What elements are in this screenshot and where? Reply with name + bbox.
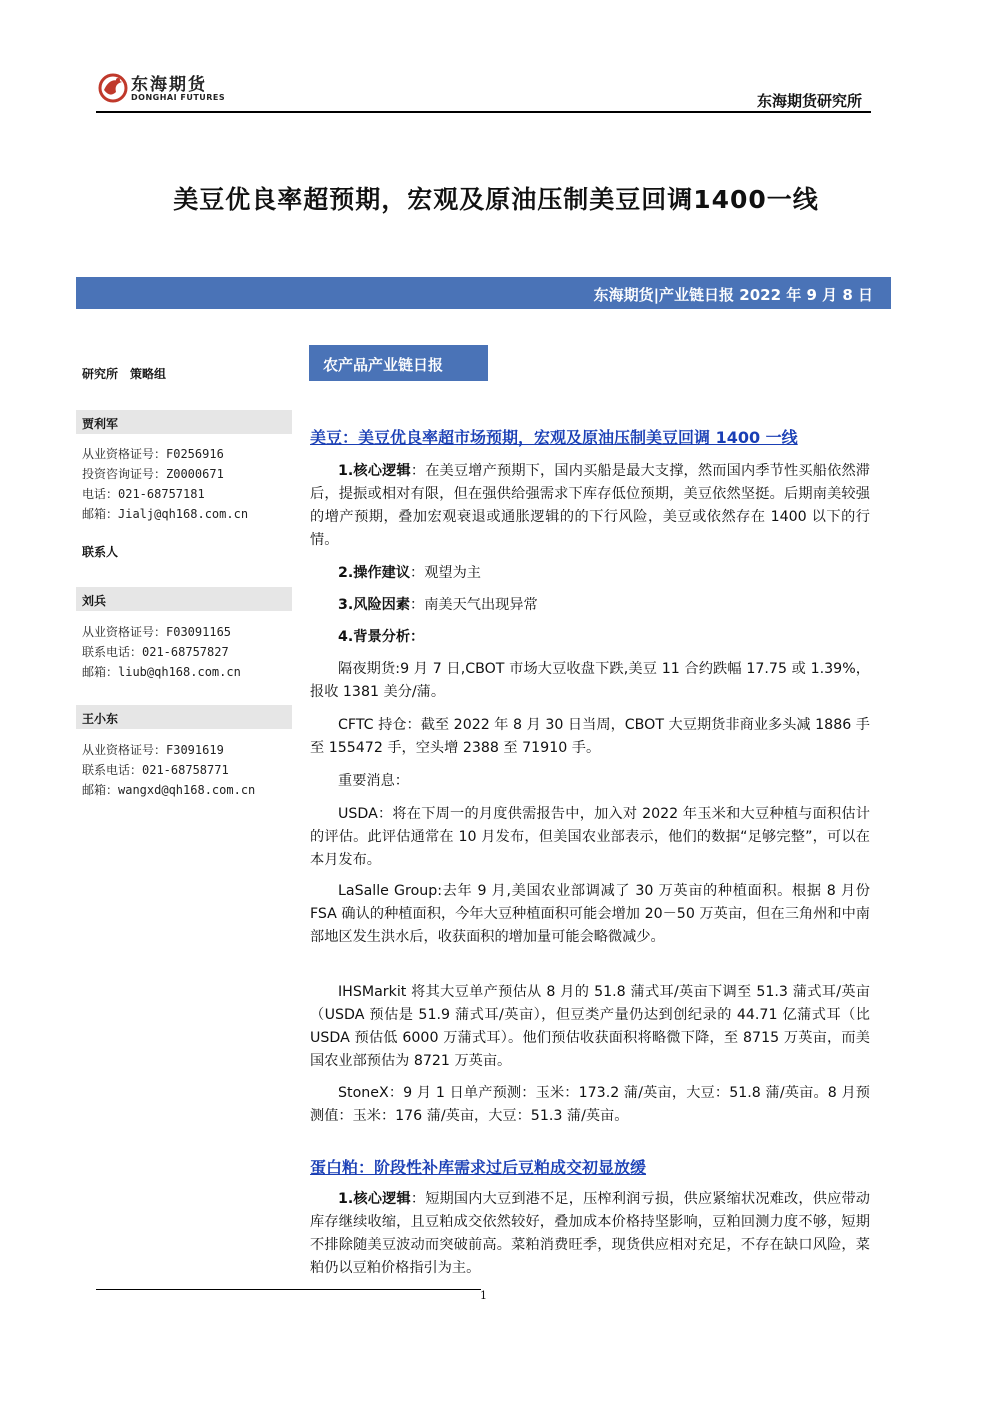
stonex-paragraph: StoneX：9 月 1 日单产预测：玉米：173.2 蒲/英亩，大豆：51.8 蒲/英亩。8 月预测值：玉米：176 蒲/英亩，大豆：51.3 蒲/英亩。: [310, 1085, 870, 1124]
lasalle-paragraph: LaSalle Group:去年 9 月,美国农业部调减了 30 万英亩的种植面积。根据 8 月份 FSA 确认的种植面积，今年大豆种植面积可能会增加 20－50 万英亩，但在三角州和中南部地区发生洪水后，收获面积的增加量可能会略微减少。: [310, 883, 870, 945]
ihsmarkit-paragraph: IHSMarkit 将其大豆单产预估从 8 月的 51.8 蒲式耳/英亩下调至 51.3 蒲式耳/英亩（USDA 预估是 51.9 蒲式耳/英亩），但豆类产量仍达到创纪录的 44.71 亿蒲式耳（比 USDA 预估低 6000 万蒲式耳）。他们预估收获面积将略微下降，至 8715 万英亩，而美国农业部预估为 8721 万英亩。: [310, 984, 870, 1069]
core-logic-text: ：短期国内大豆到港不足，压榨利润亏损，供应紧缩状况难改，供应带动库存继续收缩，且豆粕成交依然较好，叠加成本价格持坚影响，豆粕回测力度不够，短期不排除随美豆波动而突破前高。菜粕消费旺季，现货供应相对充足，不存在缺口风险，菜粕仍以豆粕价格指引为主。: [310, 1191, 870, 1276]
contact-info-line: 邮箱：wangxd@qh168.com.cn: [82, 783, 256, 797]
analyst-info-line: 电话：021-68757181: [82, 487, 205, 501]
risk-text: ：南美天气出现异常: [410, 597, 538, 613]
operation-advice: [338, 562, 481, 585]
meal-core-logic: [310, 1188, 870, 1280]
contact-info-line: 邮箱：liub@qh168.com.cn: [82, 665, 241, 679]
contact-info-line: 从业资格证号：F3091619: [82, 743, 224, 757]
background-label: 4.背景分析：: [338, 629, 425, 645]
operation-text: ：观望为主: [410, 565, 481, 581]
soybean-core-logic: [310, 460, 870, 552]
news-label: 重要消息：: [338, 773, 409, 789]
contact-name: 王小东: [82, 712, 119, 726]
analyst-info-line: 从业资格证号：F0256916: [82, 447, 224, 461]
dragon-logo-icon: [96, 68, 130, 108]
section-tab-label: 农产品产业链日报: [323, 356, 444, 374]
banner-text: 东海期货|产业链日报 2022 年 9 月 8 日: [593, 286, 873, 304]
section-tab: [309, 345, 488, 381]
core-logic-label: 1.核心逻辑: [338, 463, 411, 479]
contact-name-bar: [76, 587, 292, 611]
overnight-futures-paragraph: 隔夜期货:9 月 7 日,CBOT 市场大豆收盘下跌,美豆 11 合约跌幅 17.75 或 1.39%，报收 1381 美分/蒲。: [310, 661, 870, 700]
page-number: 1: [480, 1289, 487, 1302]
contacts-title: 联系人: [82, 545, 119, 559]
logo-text-zh: 东海期货: [131, 75, 207, 95]
operation-label: 2.操作建议: [338, 565, 411, 581]
meal-heading: 蛋白粕：阶段性补库需求过后豆粕成交初显放缓: [310, 1158, 647, 1177]
risk-factors: [338, 594, 538, 617]
background-analysis: [338, 626, 424, 649]
core-logic-label: 1.核心逻辑: [338, 1191, 411, 1207]
core-logic-text: ：在美豆增产预期下，国内买船是最大支撑，然而国内季节性买船依然滞后，提振或相对有限，但在强供给强需求下库存低位预期，美豆依然坚挺。后期南美较强的增产预期，叠加宏观衰退或通胀逻辑的的下行风险，美豆或依然存在 1400 以下的行情。: [310, 463, 870, 548]
analyst-name: 贾利军: [82, 417, 119, 431]
contact-info-line: 联系电话：021-68758771: [82, 763, 229, 777]
analyst-info-line: 邮箱：Jialj@qh168.com.cn: [82, 507, 249, 521]
footer-divider: [96, 1289, 481, 1290]
contact-name-bar: [76, 705, 292, 729]
contact-name: 刘兵: [82, 594, 107, 608]
date-banner: [76, 277, 891, 309]
report-title: 美豆优良率超预期，宏观及原油压制美豆回调1400一线: [173, 185, 819, 214]
department-label: 研究所 策略组: [82, 367, 167, 381]
usda-paragraph: USDA：将在下周一的月度供需报告中，加入对 2022 年玉米和大豆种植与面积估计的评估。此评估通常在 10 月发布，但美国农业部表示，他们的数据“足够完整”，可以在本月发布。: [310, 806, 870, 868]
analyst-info-line: 投资咨询证号：Z0000671: [82, 467, 224, 481]
risk-label: 3.风险因素: [338, 597, 411, 613]
institute-name: 东海期货研究所: [756, 92, 862, 110]
contact-info-line: 联系电话：021-68757827: [82, 645, 229, 659]
contact-info-line: 从业资格证号：F03091165: [82, 625, 232, 639]
analyst-name-bar: [76, 410, 292, 434]
logo-text-en: DONGHAI FUTURES: [131, 93, 226, 102]
soybean-heading: 美豆：美豆优良率超市场预期，宏观及原油压制美豆回调 1400 一线: [310, 428, 798, 447]
header-divider: [96, 111, 871, 113]
cftc-paragraph: CFTC 持仓：截至 2022 年 8 月 30 日当周，CBOT 大豆期货非商业多头减 1886 手至 155472 手，空头增 2388 至 71910 手。: [310, 717, 870, 756]
